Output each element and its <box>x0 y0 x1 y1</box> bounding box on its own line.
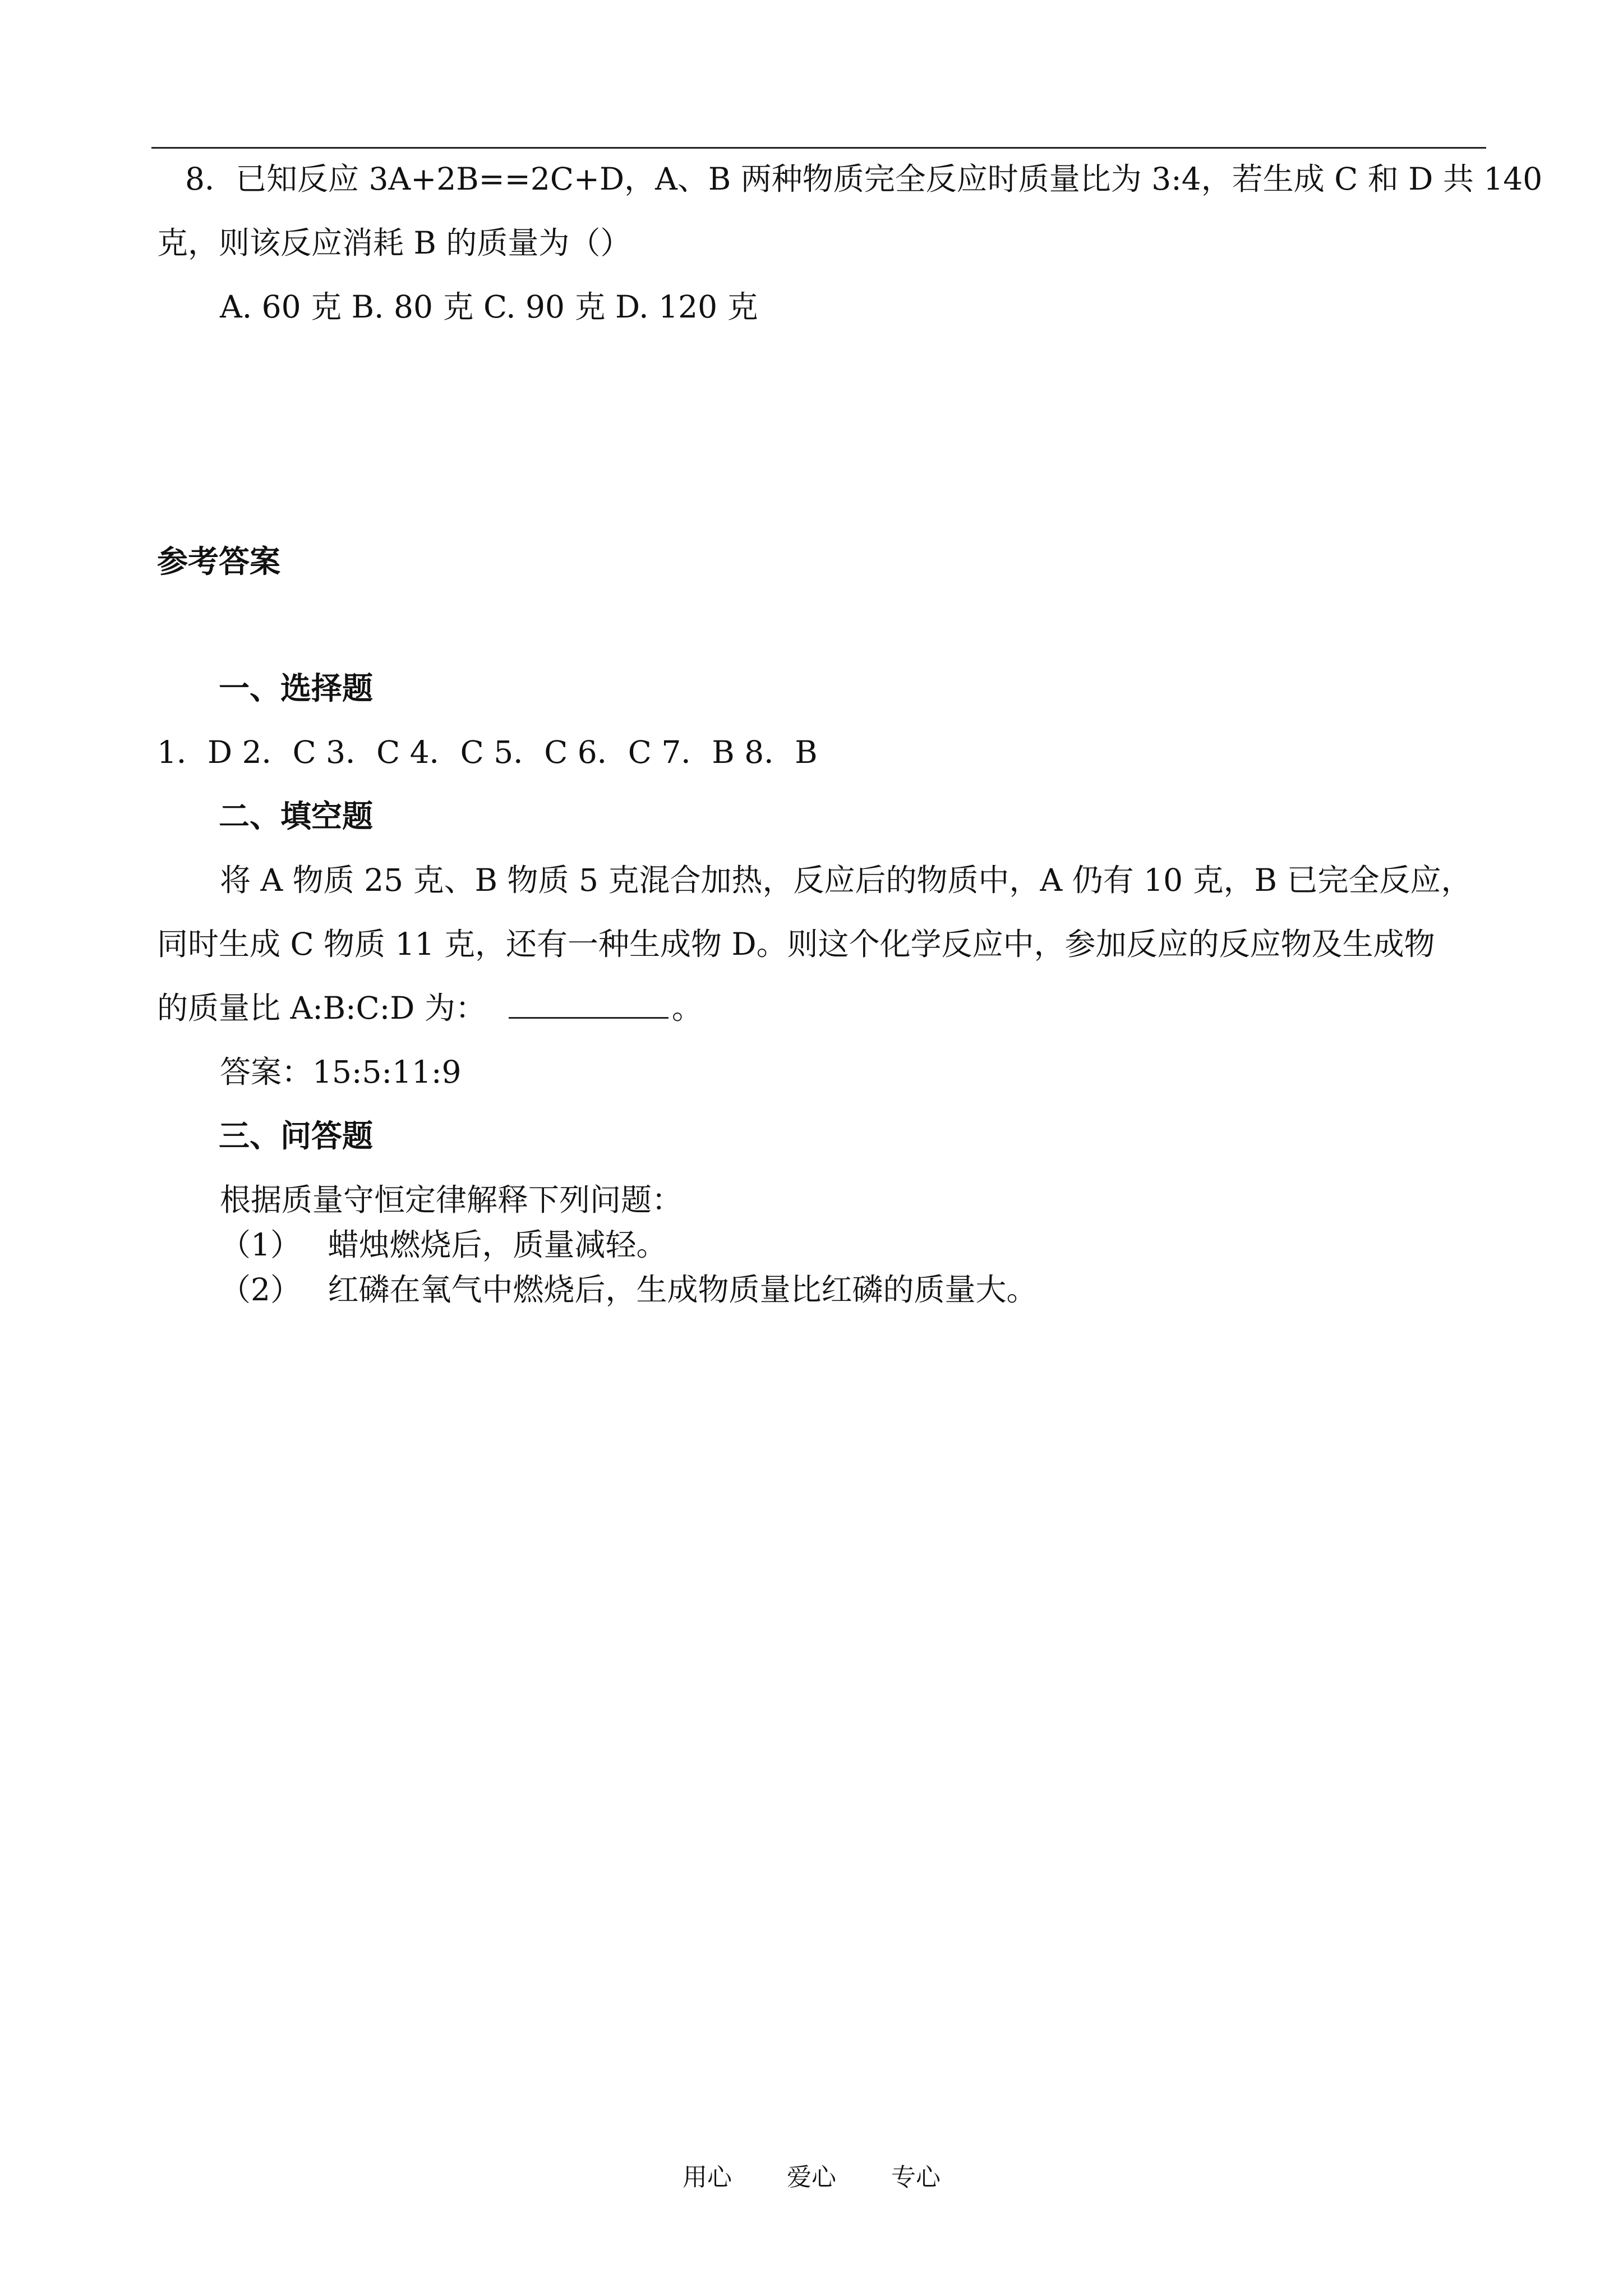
section-3-item-2-text: 红磷在氧气中燃烧后，生成物质量比红磷的质量大。 <box>328 1272 1038 1308</box>
page-footer <box>0 2161 1623 2194</box>
section-3-heading: 三、问答题 <box>219 1117 374 1154</box>
section-2-line-3-suffix: 。 <box>671 990 703 1026</box>
answers-title: 参考答案 <box>157 543 281 579</box>
section-2-line-3 <box>157 988 703 1028</box>
question-8-line-1: 8．已知反应 3A+2B==2C+D，A、B 两种物质完全反应时质量比为 3:4，若生成 C 和 D 共 140 <box>185 161 1543 197</box>
footer-item-2: 爱心 <box>787 2163 836 2192</box>
section-3-item-1-number: （1） <box>220 1227 301 1263</box>
section-3-item-1 <box>220 1225 667 1264</box>
footer-item-3: 专心 <box>891 2163 940 2192</box>
section-3-item-1-text: 蜡烛燃烧后，质量减轻。 <box>328 1227 667 1263</box>
section-3-intro: 根据质量守恒定律解释下列问题： <box>220 1182 683 1218</box>
footer-item-1: 用心 <box>683 2163 732 2192</box>
section-1-heading: 一、选择题 <box>219 670 374 706</box>
question-8-options: A. 60 克 B. 80 克 C. 90 克 D. 120 克 <box>220 289 758 325</box>
section-2-line-3-prefix: 的质量比 A:B:C:D 为： <box>157 990 486 1026</box>
section-3-item-2-number: （2） <box>220 1272 301 1308</box>
section-3-item-2 <box>220 1270 1038 1309</box>
section-2-line-1: 将 A 物质 25 克、B 物质 5 克混合加热，反应后的物质中，A 仍有 10 克，B 已完全反应， <box>220 862 1472 898</box>
section-1-answers: 1．D 2．C 3．C 4．C 5．C 6．C 7．B 8．B <box>157 734 818 770</box>
header-rule <box>151 147 1486 149</box>
section-2-answer: 答案：15:5:11:9 <box>220 1054 462 1090</box>
section-2-line-2: 同时生成 C 物质 11 克，还有一种生成物 D。则这个化学反应中，参加反应的反应物及生成物 <box>157 926 1435 962</box>
section-2-heading: 二、填空题 <box>219 798 374 834</box>
question-8-line-2: 克，则该反应消耗 B 的质量为（） <box>157 225 631 261</box>
answer-blank <box>509 989 668 1019</box>
